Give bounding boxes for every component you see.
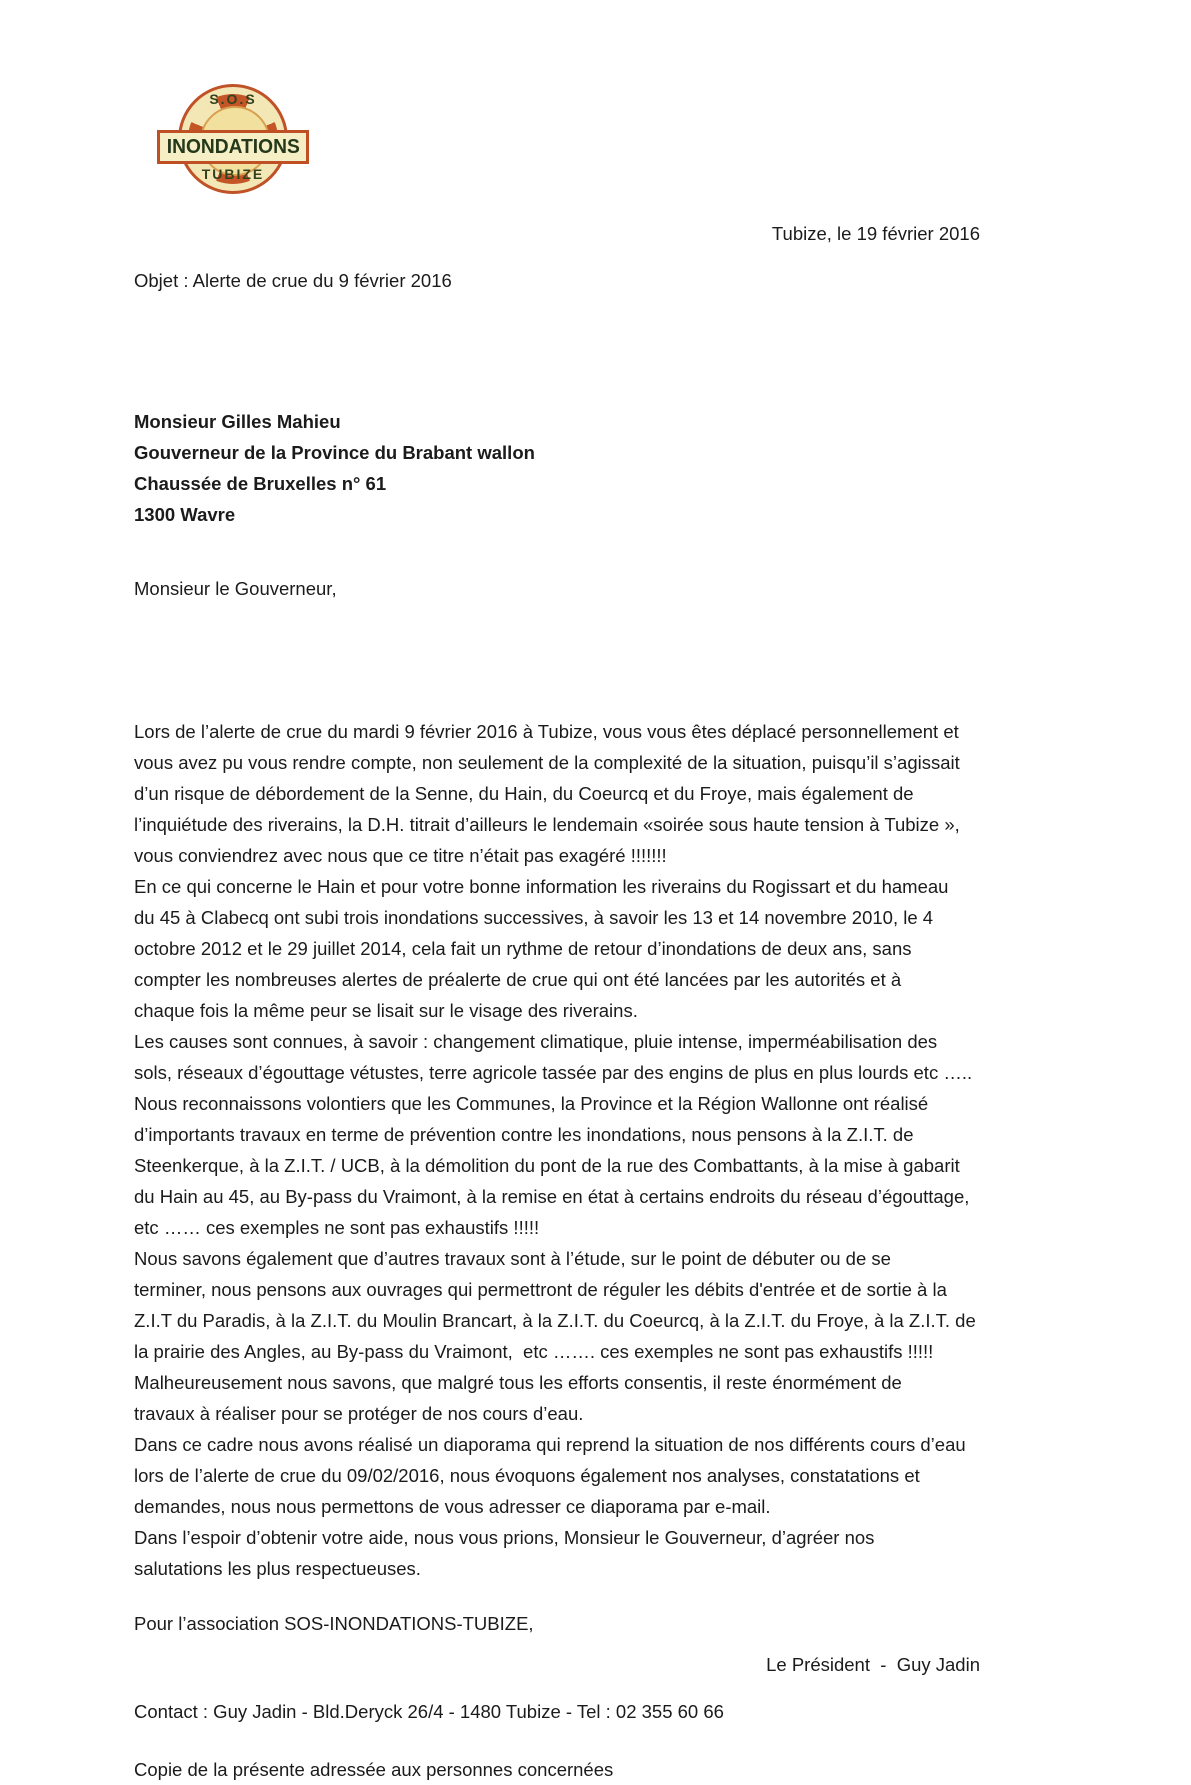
body-line: vous avez pu vous rendre compte, non seulement de la complexité de la situation, puisqu’il s’agissait xyxy=(134,752,960,773)
body-line: Les causes sont connues, à savoir : changement climatique, pluie intense, imperméabilisation des xyxy=(134,1031,938,1052)
body-line: octobre 2012 et le 29 juillet 2014, cela fait un rythme de retour d’inondations de deux ans, sans xyxy=(134,938,912,959)
association-line: Pour l’association SOS-INONDATIONS-TUBIZE, xyxy=(134,1613,534,1634)
body-line: Nous savons également que d’autres travaux sont à l’étude, sur le point de débuter ou de se xyxy=(134,1248,891,1269)
body-line: Dans ce cadre nous avons réalisé un diaporama qui reprend la situation de nos différents cours d’eau xyxy=(134,1434,966,1455)
body-line: lors de l’alerte de crue du 09/02/2016, nous évoquons également nos analyses, constatations et xyxy=(134,1465,920,1486)
body-line: Dans l’espoir d’obtenir votre aide, nous vous prions, Monsieur le Gouverneur, d’agréer nos xyxy=(134,1527,875,1548)
body-line: sols, réseaux d’égouttage vétustes, terre agricole tassée par des engins de plus en plus lourds etc ….. xyxy=(134,1062,973,1083)
body-line: En ce qui concerne le Hain et pour votre bonne information les riverains du Rogissart et du hameau xyxy=(134,876,949,897)
body-line: d’importants travaux en terme de prévention contre les inondations, nous pensons à la Z.I.T. de xyxy=(134,1124,914,1145)
signature-line: Le Président - Guy Jadin xyxy=(766,1654,980,1675)
copy-note: Copie de la présente adressée aux personnes concernées xyxy=(134,1759,614,1780)
body-line: salutations les plus respectueuses. xyxy=(134,1558,421,1579)
recipient-line: 1300 Wavre xyxy=(134,504,236,525)
contact-line: Contact : Guy Jadin - Bld.Deryck 26/4 - 1480 Tubize - Tel : 02 355 60 66 xyxy=(134,1701,724,1722)
body-line: Lors de l’alerte de crue du mardi 9 février 2016 à Tubize, vous vous êtes déplacé personnellement et xyxy=(134,721,959,742)
body-line: vous conviendrez avec nous que ce titre n’était pas exagéré !!!!!!! xyxy=(134,845,667,866)
logo-tubize-text: TUBIZE xyxy=(201,166,265,182)
body-line: etc …… ces exemples ne sont pas exhaustifs !!!!! xyxy=(134,1217,540,1238)
body-line: la prairie des Angles, au By-pass du Vraimont, etc ……. ces exemples ne sont pas exhaustifs !!!!! xyxy=(134,1341,934,1362)
subject-line: Objet : Alerte de crue du 9 février 2016 xyxy=(134,270,452,291)
letter-body xyxy=(134,623,980,1584)
body-line: du Hain au 45, au By-pass du Vraimont, à la remise en état à certains endroits du réseau d’égouttage, xyxy=(134,1186,970,1207)
recipient-line: Monsieur Gilles Mahieu xyxy=(134,411,341,432)
body-line: terminer, nous pensons aux ouvrages qui permettront de réguler les débits d'entrée et de sortie à la xyxy=(134,1279,947,1300)
recipient-block xyxy=(134,313,980,530)
body-line: demandes, nous nous permettons de vous adresser ce diaporama par e-mail. xyxy=(134,1496,771,1517)
body-line: Z.I.T du Paradis, à la Z.I.T. du Moulin Brancart, à la Z.I.T. du Coeurcq, à la Z.I.T. du Froye, à la Z.I.T. de xyxy=(134,1310,976,1331)
date-line: Tubize, le 19 février 2016 xyxy=(771,223,980,244)
body-line: Nous reconnaissons volontiers que les Communes, la Province et la Région Wallonne ont réalisé xyxy=(134,1093,929,1114)
logo-sos-text: S.O.S xyxy=(209,91,257,107)
letter-content xyxy=(134,0,980,1785)
body-line: Steenkerque, à la Z.I.T. / UCB, à la démolition du pont de la rue des Combattants, à la mise à gabarit xyxy=(134,1155,960,1176)
body-line: d’un risque de débordement de la Senne, du Hain, du Coeurcq et du Froye, mais également de xyxy=(134,783,914,804)
recipient-line: Gouverneur de la Province du Brabant wallon xyxy=(134,442,535,463)
body-line: travaux à réaliser pour se protéger de nos cours d’eau. xyxy=(134,1403,584,1424)
body-line: chaque fois la même peur se lisait sur le visage des riverains. xyxy=(134,1000,638,1021)
salutation: Monsieur le Gouverneur, xyxy=(134,578,337,599)
body-line: compter les nombreuses alertes de préalerte de crue qui ont été lancées par les autorités et à xyxy=(134,969,902,990)
recipient-line: Chaussée de Bruxelles n° 61 xyxy=(134,473,387,494)
logo-banner-text: INONDATIONS xyxy=(166,135,300,158)
body-line: du 45 à Clabecq ont subi trois inondations successives, à savoir les 13 et 14 novembre 2010, le 4 xyxy=(134,907,934,928)
body-line: Malheureusement nous savons, que malgré tous les efforts consentis, il reste énormément de xyxy=(134,1372,902,1393)
body-line: l’inquiétude des riverains, la D.H. titrait d’ailleurs le lendemain «soirée sous haute tension à Tubize », xyxy=(134,814,960,835)
